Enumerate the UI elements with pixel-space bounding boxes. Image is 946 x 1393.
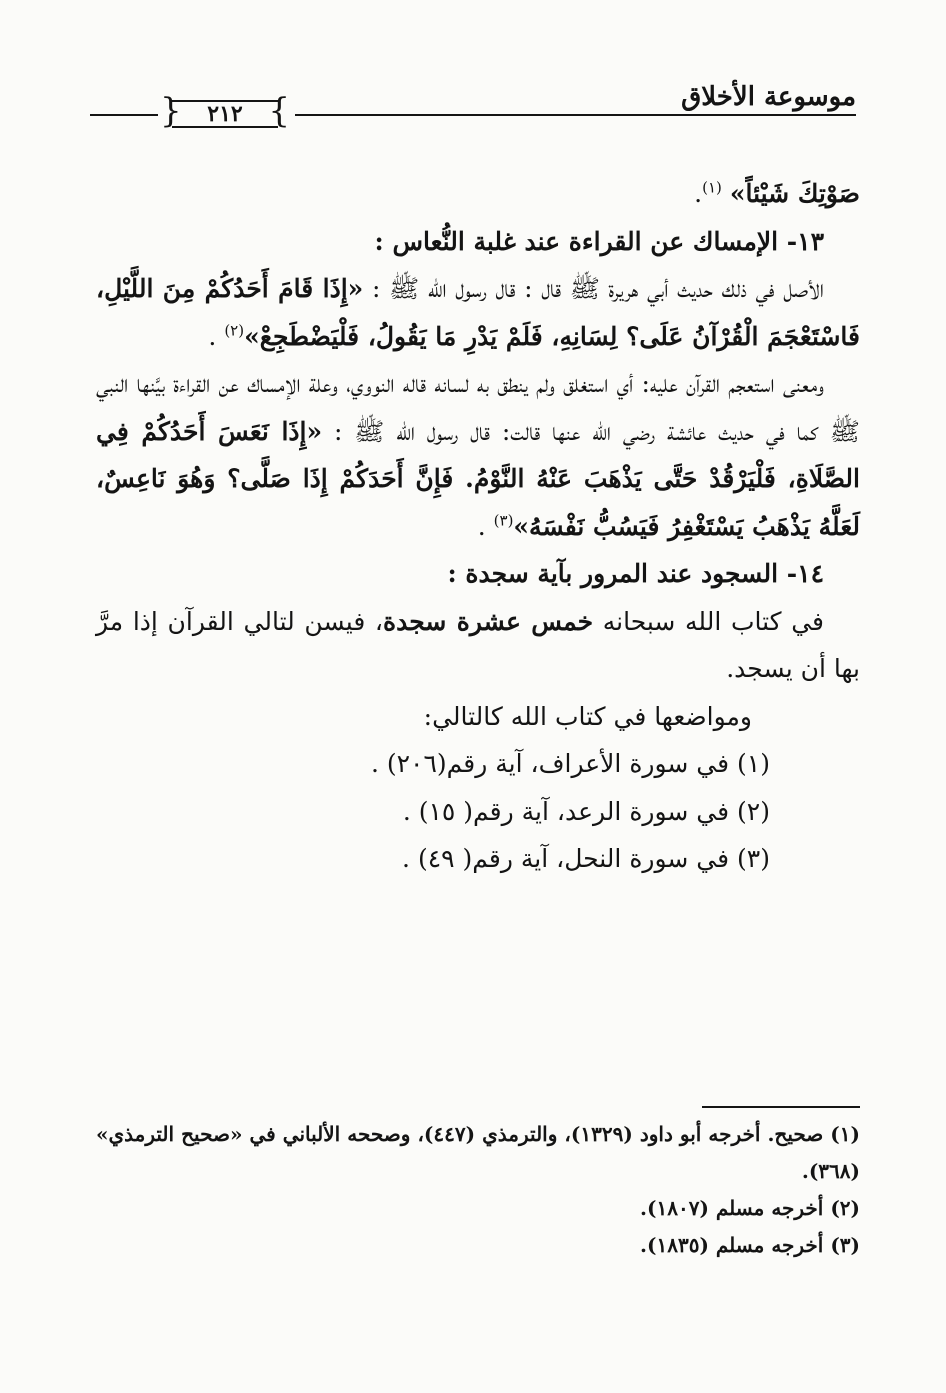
footnote-separator — [702, 1106, 860, 1108]
paragraph-text: ومعنى استعجم القرآن عليه: أي استغلق ولم ينطق به لسانه قاله النووي، وعلة الإمساك عن القراءة بيَّنها النبي ﷺ كما في حديث عائشة رضي الله عنها قالت: قال رسول الله ﷺ : — [96, 369, 860, 446]
hadith-quote: «إِذَا قَامَ أَحَدُكُمْ مِنَ اللَّيْلِ، فَاسْتَعْجَمَ الْقُرْآنُ عَلَى؟ لِسَانِهِ، فَلَمْ يَدْرِ مَا يَقُولُ، فَلْيَضْطَجِعْ» — [96, 274, 860, 351]
paragraph-text: ، فيسن لتالي القرآن إذا مرَّ بها أن يسجد. — [96, 606, 860, 683]
punctuation: . — [694, 179, 703, 208]
page-number-text: ٢١٢ — [207, 101, 243, 127]
list-item: (٢) في سورة الرعد، آية رقم( ١٥) . — [402, 796, 770, 826]
footnote-text: (١) صحيح. أخرجه أبو داود (١٣٢٩)، والترمذي (٤٤٧)، وصححه الألباني في — [242, 1122, 860, 1146]
footnote-text: (٣٦٨). — [801, 1159, 860, 1183]
header-rule — [295, 114, 856, 116]
continuation-line — [96, 170, 860, 218]
paragraph-hadith-2 — [96, 360, 860, 550]
paragraph-hadith-1 — [96, 265, 860, 360]
header-rule-short — [90, 114, 158, 116]
brace-left-ornament: { — [160, 91, 182, 131]
main-text — [96, 170, 860, 883]
footnote-1 — [96, 1116, 860, 1190]
list-item: (١) في سورة الأعراف، آية رقم(٢٠٦) . — [370, 749, 770, 778]
footnote-ref: (٣) — [493, 511, 514, 530]
page-header — [90, 78, 856, 131]
paragraph-sajdah — [96, 598, 860, 693]
hadith-quote: صَوْتِكَ شَيْئاً» — [729, 179, 860, 208]
footnote-3: (٣) أخرجه مسلم (١٨٣٥). — [640, 1233, 860, 1257]
footnotes — [96, 1116, 860, 1264]
footnote-book-title: «صحيح الترمذي» — [96, 1122, 243, 1146]
punctuation: . — [208, 321, 225, 351]
list-intro: ومواضعها في كتاب الله كالتالي: — [423, 701, 752, 731]
emphasis-text: خمس عشرة سجدة — [383, 606, 594, 636]
footnote-ref: (١) — [702, 178, 722, 197]
section-heading-14: ١٤- السجود عند المرور بآية سجدة : — [447, 559, 824, 588]
section-heading-13: ١٣- الإمساك عن القراءة عند غلبة النُّعاس : — [374, 226, 824, 256]
hadith-quote: «إِذَا نَعَسَ أَحَدُكُمْ فِي الصَّلَاةِ، فَلْيَرْقُدْ حَتَّى يَذْهَبَ عَنْهُ النَّوْمُ. فَإِنَّ أَحَدَكُمْ إِذَا صَلَّى؟ وَهُوَ نَاعِسٌ، لَعَلَّهُ يَذْهَبُ يَسْتَغْفِرُ فَيَسُبُّ نَفْسَهُ» — [96, 416, 860, 541]
footnote-ref: (٢) — [224, 321, 245, 340]
footnote-2: (٢) أخرجه مسلم (١٨٠٧). — [640, 1196, 860, 1220]
page-number — [160, 91, 290, 132]
paragraph-text: الأصل في ذلك حديث أبي هريرة ﷺ قال : قال رسول الله ﷺ : — [363, 274, 824, 303]
book-title: موسوعة الأخلاق — [681, 82, 856, 112]
list-item: (٣) في سورة النحل، آية رقم( ٤٩) . — [402, 844, 770, 873]
paragraph-text: في كتاب الله سبحانه — [593, 606, 824, 636]
punctuation: . — [477, 511, 494, 541]
brace-right-ornament: } — [268, 91, 290, 131]
sajdah-list — [96, 693, 860, 883]
